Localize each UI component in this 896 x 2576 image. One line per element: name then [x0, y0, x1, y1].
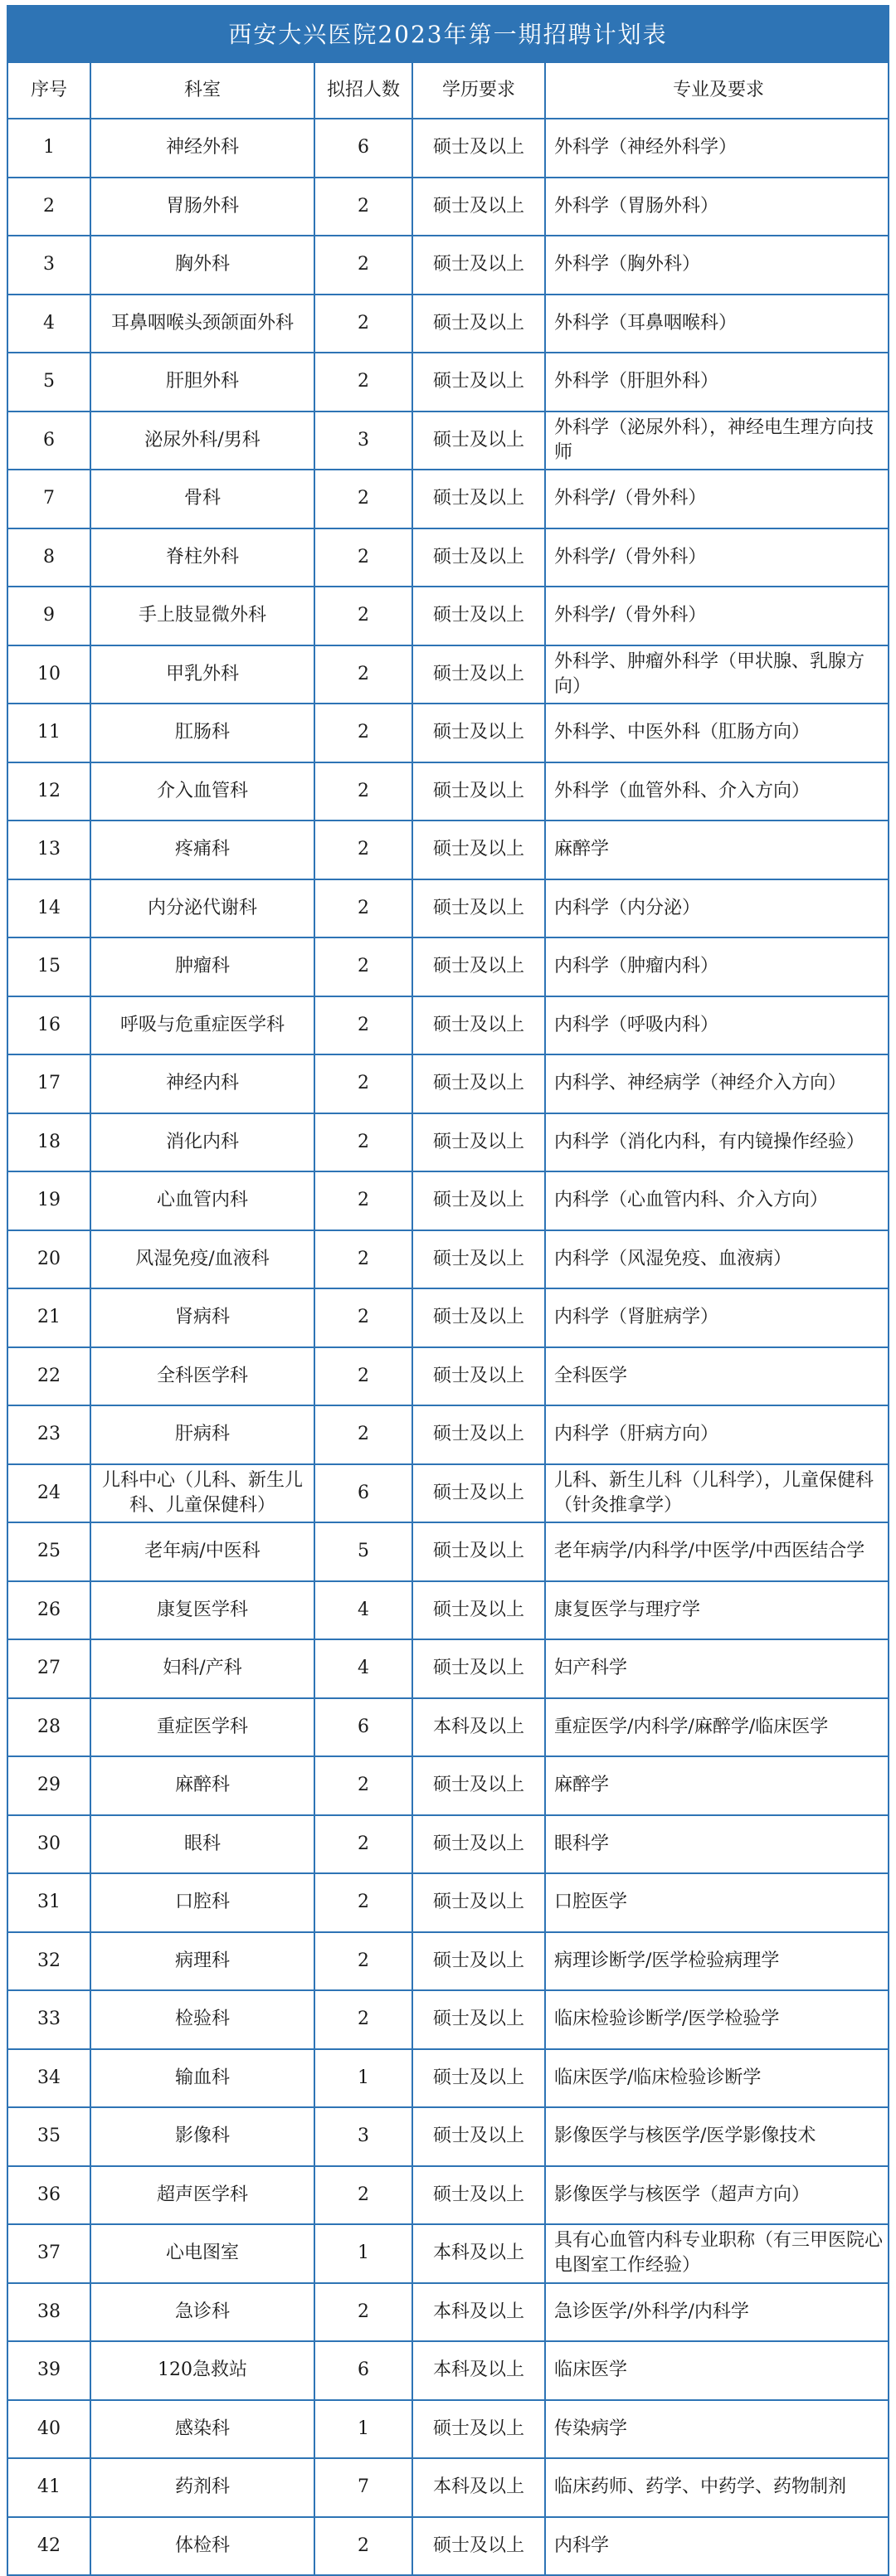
- row-department: 肾病科: [90, 1288, 314, 1347]
- row-planned-count: 2: [314, 1054, 412, 1113]
- table-row: [7, 178, 889, 236]
- table-row: [7, 587, 889, 645]
- row-department: 介入血管科: [90, 762, 314, 821]
- row-department: 药剂科: [90, 2458, 314, 2517]
- row-department: 耳鼻咽喉头颈颌面外科: [90, 295, 314, 353]
- row-education: 硕士及以上: [412, 236, 545, 295]
- table-row: [7, 119, 889, 178]
- table-row: [7, 762, 889, 821]
- table-row: [7, 1873, 889, 1932]
- row-education: 硕士及以上: [412, 1756, 545, 1815]
- row-major-requirements: 重症医学/内科学/麻醉学/临床医学: [545, 1698, 889, 1757]
- row-planned-count: 2: [314, 1347, 412, 1406]
- table-row: [7, 528, 889, 587]
- row-department: 心电图室: [90, 2224, 314, 2283]
- row-serial-number: 40: [7, 2400, 90, 2459]
- row-major-requirements: 全科医学: [545, 1347, 889, 1406]
- row-education: 硕士及以上: [412, 2107, 545, 2166]
- row-serial-number: 32: [7, 1932, 90, 1991]
- row-serial-number: 28: [7, 1698, 90, 1757]
- row-education: 硕士及以上: [412, 1581, 545, 1640]
- row-department: 疼痛科: [90, 821, 314, 879]
- table-row: [7, 2400, 889, 2459]
- row-serial-number: 27: [7, 1639, 90, 1698]
- table-row: [7, 996, 889, 1055]
- row-major-requirements: 内科学（肾脏病学）: [545, 1288, 889, 1347]
- row-department: 肝胆外科: [90, 353, 314, 411]
- row-education: 硕士及以上: [412, 1054, 545, 1113]
- row-serial-number: 8: [7, 528, 90, 587]
- table-row: [7, 821, 889, 879]
- row-department: 眼科: [90, 1815, 314, 1874]
- row-major-requirements: 外科学（神经外科学）: [545, 119, 889, 178]
- row-planned-count: 2: [314, 1113, 412, 1172]
- row-department: 风湿免疫/血液科: [90, 1230, 314, 1289]
- row-planned-count: 1: [314, 2049, 412, 2108]
- row-major-requirements: 外科学/（骨外科）: [545, 470, 889, 528]
- row-serial-number: 10: [7, 645, 90, 704]
- row-department: 心血管内科: [90, 1171, 314, 1230]
- row-education: 硕士及以上: [412, 704, 545, 762]
- row-department: 脊柱外科: [90, 528, 314, 587]
- row-planned-count: 2: [314, 353, 412, 411]
- row-department: 体检科: [90, 2517, 314, 2576]
- table-row: [7, 2341, 889, 2400]
- row-planned-count: 2: [314, 528, 412, 587]
- row-serial-number: 38: [7, 2283, 90, 2342]
- row-serial-number: 9: [7, 587, 90, 645]
- row-planned-count: 2: [314, 1990, 412, 2049]
- table-row: [7, 879, 889, 938]
- table-row: [7, 2107, 889, 2166]
- row-planned-count: 2: [314, 470, 412, 528]
- row-major-requirements: 老年病学/内科学/中医学/中西医结合学: [545, 1522, 889, 1581]
- row-education: 硕士及以上: [412, 1873, 545, 1932]
- table-row: [7, 1581, 889, 1640]
- row-major-requirements: 外科学（泌尿外科），神经电生理方向技师: [545, 411, 889, 470]
- row-serial-number: 36: [7, 2166, 90, 2225]
- row-major-requirements: 临床检验诊断学/医学检验学: [545, 1990, 889, 2049]
- row-planned-count: 2: [314, 1815, 412, 1874]
- row-serial-number: 37: [7, 2224, 90, 2283]
- row-serial-number: 29: [7, 1756, 90, 1815]
- row-department: 儿科中心（儿科、新生儿科、儿童保健科）: [90, 1464, 314, 1523]
- row-planned-count: 4: [314, 1639, 412, 1698]
- row-education: 硕士及以上: [412, 470, 545, 528]
- row-major-requirements: 外科学（胸外科）: [545, 236, 889, 295]
- row-major-requirements: 内科学: [545, 2517, 889, 2576]
- recruitment-table: [7, 61, 889, 2576]
- row-department: 老年病/中医科: [90, 1522, 314, 1581]
- row-planned-count: 3: [314, 2107, 412, 2166]
- row-major-requirements: 内科学（内分泌）: [545, 879, 889, 938]
- row-serial-number: 2: [7, 178, 90, 236]
- table-row: [7, 1171, 889, 1230]
- row-department: 麻醉科: [90, 1756, 314, 1815]
- row-planned-count: 2: [314, 645, 412, 704]
- row-department: 胃肠外科: [90, 178, 314, 236]
- row-serial-number: 23: [7, 1405, 90, 1464]
- row-department: 肝病科: [90, 1405, 314, 1464]
- row-education: 硕士及以上: [412, 587, 545, 645]
- row-planned-count: 6: [314, 1698, 412, 1757]
- row-planned-count: 6: [314, 119, 412, 178]
- row-serial-number: 21: [7, 1288, 90, 1347]
- row-planned-count: 2: [314, 879, 412, 938]
- table-row: [7, 1698, 889, 1757]
- table-body: [7, 119, 889, 2575]
- row-department: 全科医学科: [90, 1347, 314, 1406]
- row-department: 甲乳外科: [90, 645, 314, 704]
- row-serial-number: 13: [7, 821, 90, 879]
- row-major-requirements: 麻醉学: [545, 821, 889, 879]
- row-planned-count: 2: [314, 295, 412, 353]
- row-major-requirements: 内科学（呼吸内科）: [545, 996, 889, 1055]
- row-planned-count: 2: [314, 587, 412, 645]
- row-education: 硕士及以上: [412, 2400, 545, 2459]
- row-education: 本科及以上: [412, 2283, 545, 2342]
- row-planned-count: 2: [314, 1230, 412, 1289]
- row-education: 硕士及以上: [412, 2517, 545, 2576]
- row-major-requirements: 影像医学与核医学（超声方向）: [545, 2166, 889, 2225]
- row-education: 本科及以上: [412, 2341, 545, 2400]
- row-major-requirements: 眼科学: [545, 1815, 889, 1874]
- table-row: [7, 1756, 889, 1815]
- row-serial-number: 12: [7, 762, 90, 821]
- table-row: [7, 295, 889, 353]
- row-planned-count: 7: [314, 2458, 412, 2517]
- row-department: 口腔科: [90, 1873, 314, 1932]
- table-row: [7, 1990, 889, 2049]
- row-education: 硕士及以上: [412, 645, 545, 704]
- header-education: 学历要求: [412, 62, 545, 119]
- table-row: [7, 1288, 889, 1347]
- row-education: 硕士及以上: [412, 821, 545, 879]
- row-serial-number: 7: [7, 470, 90, 528]
- row-planned-count: 2: [314, 1932, 412, 1991]
- row-department: 泌尿外科/男科: [90, 411, 314, 470]
- row-education: 本科及以上: [412, 2224, 545, 2283]
- row-serial-number: 31: [7, 1873, 90, 1932]
- row-education: 硕士及以上: [412, 1815, 545, 1874]
- row-planned-count: 1: [314, 2400, 412, 2459]
- row-education: 硕士及以上: [412, 1230, 545, 1289]
- row-serial-number: 19: [7, 1171, 90, 1230]
- row-department: 肛肠科: [90, 704, 314, 762]
- header-department: 科室: [90, 62, 314, 119]
- row-department: 消化内科: [90, 1113, 314, 1172]
- row-serial-number: 17: [7, 1054, 90, 1113]
- row-department: 手上肢显微外科: [90, 587, 314, 645]
- row-department: 影像科: [90, 2107, 314, 2166]
- table-row: [7, 2283, 889, 2342]
- row-education: 硕士及以上: [412, 762, 545, 821]
- row-department: 肿瘤科: [90, 937, 314, 996]
- row-major-requirements: 儿科、新生儿科（儿科学），儿童保健科（针灸推拿学）: [545, 1464, 889, 1523]
- table-row: [7, 411, 889, 470]
- row-department: 120急救站: [90, 2341, 314, 2400]
- row-serial-number: 14: [7, 879, 90, 938]
- table-row: [7, 1347, 889, 1406]
- table-row: [7, 2517, 889, 2576]
- row-major-requirements: 口腔医学: [545, 1873, 889, 1932]
- row-planned-count: 2: [314, 1756, 412, 1815]
- row-education: 硕士及以上: [412, 1288, 545, 1347]
- table-row: [7, 1230, 889, 1289]
- row-serial-number: 1: [7, 119, 90, 178]
- table-row: [7, 2166, 889, 2225]
- row-major-requirements: 传染病学: [545, 2400, 889, 2459]
- row-planned-count: 2: [314, 1288, 412, 1347]
- row-major-requirements: 外科学/（骨外科）: [545, 528, 889, 587]
- row-major-requirements: 病理诊断学/医学检验病理学: [545, 1932, 889, 1991]
- row-major-requirements: 急诊医学/外科学/内科学: [545, 2283, 889, 2342]
- row-serial-number: 26: [7, 1581, 90, 1640]
- row-education: 硕士及以上: [412, 1932, 545, 1991]
- row-serial-number: 5: [7, 353, 90, 411]
- row-education: 硕士及以上: [412, 1171, 545, 1230]
- row-planned-count: 4: [314, 1581, 412, 1640]
- header-row: [7, 62, 889, 119]
- row-planned-count: 2: [314, 1405, 412, 1464]
- row-serial-number: 30: [7, 1815, 90, 1874]
- row-serial-number: 22: [7, 1347, 90, 1406]
- table-title: 西安大兴医院2023年第一期招聘计划表: [7, 5, 889, 61]
- row-education: 硕士及以上: [412, 2049, 545, 2108]
- row-department: 神经内科: [90, 1054, 314, 1113]
- row-serial-number: 41: [7, 2458, 90, 2517]
- table-row: [7, 2224, 889, 2283]
- row-major-requirements: 影像医学与核医学/医学影像技术: [545, 2107, 889, 2166]
- row-major-requirements: 内科学、神经病学（神经介入方向）: [545, 1054, 889, 1113]
- row-serial-number: 20: [7, 1230, 90, 1289]
- header-major-requirements: 专业及要求: [545, 62, 889, 119]
- row-planned-count: 2: [314, 2283, 412, 2342]
- row-education: 硕士及以上: [412, 353, 545, 411]
- row-education: 硕士及以上: [412, 1405, 545, 1464]
- table-row: [7, 2049, 889, 2108]
- row-serial-number: 16: [7, 996, 90, 1055]
- row-planned-count: 2: [314, 762, 412, 821]
- row-major-requirements: 外科学（耳鼻咽喉科）: [545, 295, 889, 353]
- row-department: 输血科: [90, 2049, 314, 2108]
- row-department: 妇科/产科: [90, 1639, 314, 1698]
- row-planned-count: 2: [314, 1873, 412, 1932]
- table-row: [7, 1522, 889, 1581]
- table-row: [7, 470, 889, 528]
- row-major-requirements: 内科学（消化内科，有内镜操作经验）: [545, 1113, 889, 1172]
- row-planned-count: 2: [314, 178, 412, 236]
- row-education: 硕士及以上: [412, 1347, 545, 1406]
- row-education: 硕士及以上: [412, 996, 545, 1055]
- row-major-requirements: 康复医学与理疗学: [545, 1581, 889, 1640]
- row-education: 硕士及以上: [412, 295, 545, 353]
- row-education: 硕士及以上: [412, 1522, 545, 1581]
- row-serial-number: 35: [7, 2107, 90, 2166]
- row-education: 硕士及以上: [412, 411, 545, 470]
- row-major-requirements: 内科学（心血管内科、介入方向）: [545, 1171, 889, 1230]
- row-department: 病理科: [90, 1932, 314, 1991]
- row-education: 硕士及以上: [412, 937, 545, 996]
- row-major-requirements: 妇产科学: [545, 1639, 889, 1698]
- row-planned-count: 1: [314, 2224, 412, 2283]
- row-department: 重症医学科: [90, 1698, 314, 1757]
- row-education: 硕士及以上: [412, 1464, 545, 1523]
- row-planned-count: 2: [314, 236, 412, 295]
- row-department: 康复医学科: [90, 1581, 314, 1640]
- row-department: 骨科: [90, 470, 314, 528]
- table-row: [7, 937, 889, 996]
- row-serial-number: 39: [7, 2341, 90, 2400]
- row-planned-count: 2: [314, 1171, 412, 1230]
- row-education: 硕士及以上: [412, 528, 545, 587]
- row-education: 本科及以上: [412, 1698, 545, 1757]
- table-row: [7, 353, 889, 411]
- row-major-requirements: 外科学（血管外科、介入方向）: [545, 762, 889, 821]
- row-education: 硕士及以上: [412, 178, 545, 236]
- row-major-requirements: 麻醉学: [545, 1756, 889, 1815]
- table-row: [7, 1639, 889, 1698]
- row-serial-number: 42: [7, 2517, 90, 2576]
- table-row: [7, 2458, 889, 2517]
- row-department: 内分泌代谢科: [90, 879, 314, 938]
- row-serial-number: 11: [7, 704, 90, 762]
- row-major-requirements: 外科学、肿瘤外科学（甲状腺、乳腺方向）: [545, 645, 889, 704]
- row-major-requirements: 外科学（肝胆外科）: [545, 353, 889, 411]
- row-planned-count: 6: [314, 2341, 412, 2400]
- row-education: 硕士及以上: [412, 1639, 545, 1698]
- row-department: 神经外科: [90, 119, 314, 178]
- row-planned-count: 2: [314, 704, 412, 762]
- row-department: 检验科: [90, 1990, 314, 2049]
- row-serial-number: 3: [7, 236, 90, 295]
- row-planned-count: 2: [314, 996, 412, 1055]
- row-serial-number: 33: [7, 1990, 90, 2049]
- row-education: 硕士及以上: [412, 1113, 545, 1172]
- row-education: 本科及以上: [412, 2458, 545, 2517]
- row-department: 超声医学科: [90, 2166, 314, 2225]
- row-major-requirements: 具有心血管内科专业职称（有三甲医院心电图室工作经验）: [545, 2224, 889, 2283]
- row-serial-number: 25: [7, 1522, 90, 1581]
- row-department: 呼吸与危重症医学科: [90, 996, 314, 1055]
- table-row: [7, 1054, 889, 1113]
- row-planned-count: 2: [314, 2166, 412, 2225]
- table-row: [7, 1932, 889, 1991]
- table-row: [7, 645, 889, 704]
- row-serial-number: 18: [7, 1113, 90, 1172]
- row-planned-count: 2: [314, 937, 412, 996]
- row-major-requirements: 临床药师、药学、中药学、药物制剂: [545, 2458, 889, 2517]
- row-planned-count: 3: [314, 411, 412, 470]
- row-major-requirements: 内科学（肿瘤内科）: [545, 937, 889, 996]
- row-major-requirements: 外科学（胃肠外科）: [545, 178, 889, 236]
- table-row: [7, 1405, 889, 1464]
- row-serial-number: 15: [7, 937, 90, 996]
- row-major-requirements: 内科学（风湿免疫、血液病）: [545, 1230, 889, 1289]
- row-planned-count: 2: [314, 2517, 412, 2576]
- table-row: [7, 1464, 889, 1523]
- table-row: [7, 1815, 889, 1874]
- table-row: [7, 236, 889, 295]
- header-planned-count: 拟招人数: [314, 62, 412, 119]
- row-planned-count: 5: [314, 1522, 412, 1581]
- row-major-requirements: 外科学、中医外科（肛肠方向）: [545, 704, 889, 762]
- row-serial-number: 6: [7, 411, 90, 470]
- row-major-requirements: 外科学/（骨外科）: [545, 587, 889, 645]
- table-row: [7, 1113, 889, 1172]
- table-row: [7, 704, 889, 762]
- row-planned-count: 6: [314, 1464, 412, 1523]
- row-serial-number: 34: [7, 2049, 90, 2108]
- row-serial-number: 24: [7, 1464, 90, 1523]
- row-department: 感染科: [90, 2400, 314, 2459]
- row-major-requirements: 临床医学: [545, 2341, 889, 2400]
- header-serial-number: 序号: [7, 62, 90, 119]
- row-department: 胸外科: [90, 236, 314, 295]
- row-major-requirements: 临床医学/临床检验诊断学: [545, 2049, 889, 2108]
- row-department: 急诊科: [90, 2283, 314, 2342]
- row-education: 硕士及以上: [412, 1990, 545, 2049]
- row-education: 硕士及以上: [412, 2166, 545, 2225]
- row-education: 硕士及以上: [412, 119, 545, 178]
- row-education: 硕士及以上: [412, 879, 545, 938]
- row-serial-number: 4: [7, 295, 90, 353]
- row-major-requirements: 内科学（肝病方向）: [545, 1405, 889, 1464]
- row-planned-count: 2: [314, 821, 412, 879]
